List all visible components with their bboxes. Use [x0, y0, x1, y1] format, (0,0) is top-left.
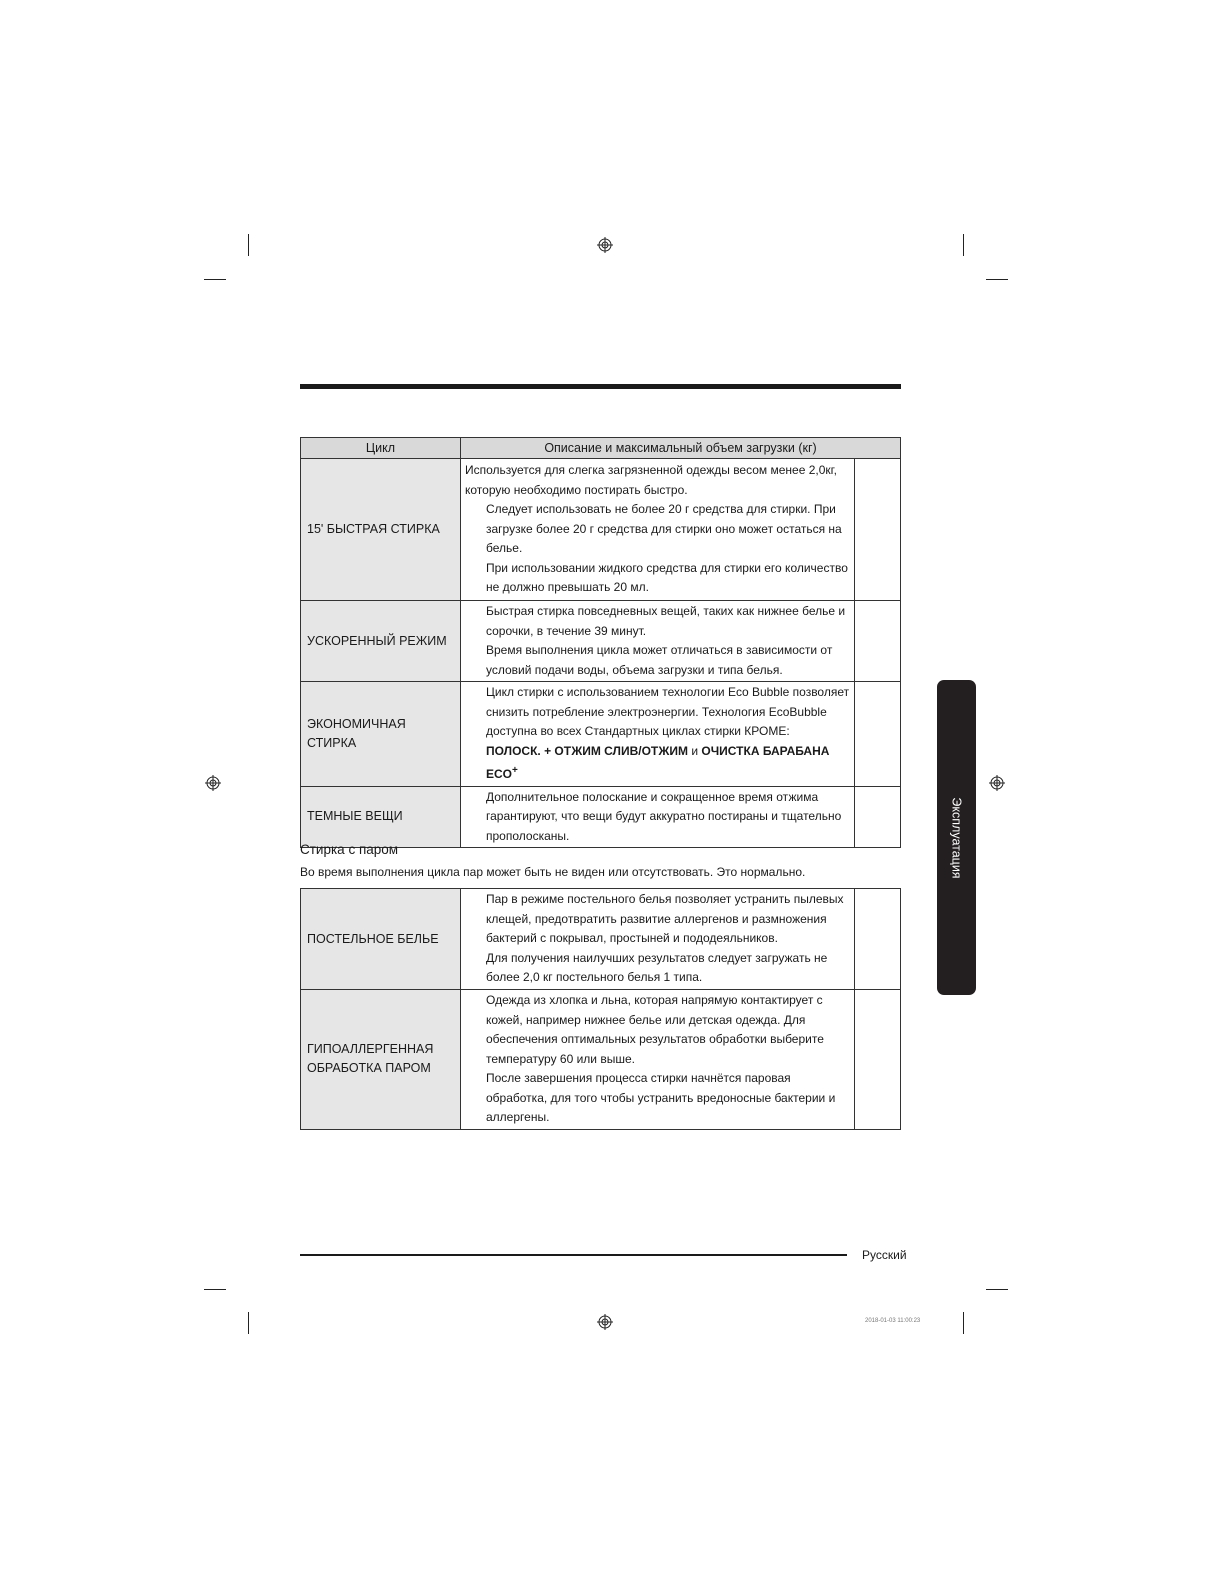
crop-mark — [204, 1289, 226, 1290]
load-cell — [855, 459, 901, 601]
cycle-name: УСКОРЕННЫЙ РЕЖИМ — [301, 601, 461, 682]
steam-cycles-table — [300, 888, 901, 1130]
load-cell — [855, 786, 901, 848]
side-tab-label-wrap — [937, 680, 976, 995]
registration-mark-icon — [989, 775, 1005, 791]
crop-mark — [248, 234, 249, 256]
crop-mark — [986, 279, 1008, 280]
crop-mark — [986, 1289, 1008, 1290]
description-text: Цикл стирки с использованием технологии Eco Bubble позволяет снизить потребление электроэнергии. Технология EcoBubble доступна во всех Стандартных циклах стирки КРОМЕ: — [486, 685, 850, 738]
note-text: При использовании жидкого средства для стирки его количество не должно превышать 20 мл. — [486, 560, 848, 595]
description-text: Используется для слегка загрязненной одежды весом менее 2,0кг, которую необходимо постирать быстро. — [465, 463, 837, 497]
cycle-description — [461, 601, 855, 682]
cycle-name-line: ГИПОАЛЛЕРГЕННАЯ — [307, 1042, 434, 1057]
excluded-cycles-tail: ОЧИСТКА БАРАБАНА ECO — [486, 743, 830, 781]
load-cell — [855, 889, 901, 990]
crop-mark — [963, 1312, 964, 1334]
note-text: После завершения процесса стирки начнётся паровая обработка, для того чтобы устранить вредоносные бактерии и аллергены. — [486, 1071, 836, 1124]
cycle-name: 15' БЫСТРАЯ СТИРКА — [301, 459, 461, 601]
footer-language: Русский — [862, 1248, 907, 1262]
table-row — [301, 786, 901, 848]
registration-mark-icon — [597, 1314, 613, 1330]
cycle-name: ЭКОНОМИЧНАЯ СТИРКА — [301, 682, 461, 787]
note-text: Следует использовать не более 20 г средства для стирки. При загрузке более 20 г средства для стирки оно может остаться на белье. — [486, 502, 842, 556]
cycle-description — [461, 459, 855, 601]
note-text: Пар в режиме постельного белья позволяет устранить пылевых клещей, предотвратить развитие аллергенов и размножения бактерий с покрывал, простыней и пододеяльников. — [486, 892, 844, 946]
table-header-row — [301, 438, 901, 459]
cycle-name: ПОСТЕЛЬНОЕ БЕЛЬЕ — [301, 889, 461, 990]
crop-mark — [204, 279, 226, 280]
section-top-rule — [300, 384, 901, 389]
note-text: Быстрая стирка повседневных вещей, таких как нижнее белье и сорочки, в течение 39 минут. — [486, 604, 846, 638]
cycle-description — [461, 990, 855, 1130]
cycles-table — [300, 437, 901, 848]
cycle-name-line: ОБРАБОТКА ПАРОМ — [307, 1061, 431, 1076]
print-stamp: 2018-01-03 11:00:23 — [865, 1318, 921, 1324]
table-row — [301, 601, 901, 682]
side-tab-label: Эксплуатация — [949, 796, 964, 879]
load-cell — [855, 601, 901, 682]
table-row — [301, 459, 901, 601]
cycle-name: ТЕМНЫЕ ВЕЩИ — [301, 786, 461, 848]
load-cell — [855, 682, 901, 787]
cycle-description — [461, 786, 855, 848]
note-text: Дополнительное полоскание и сокращенное время отжима гарантируют, что вещи будут аккуратно постираны и тщательно прополосканы. — [486, 789, 842, 843]
section-title: Стирка с паром — [300, 842, 399, 857]
excluded-cycles — [465, 742, 850, 785]
cycle-description — [461, 682, 855, 787]
note-text: Для получения наилучших результатов следует загружать не более 2,0 кг постельного белья 1 типа. — [486, 950, 828, 985]
crop-mark — [963, 234, 964, 256]
table-row — [301, 889, 901, 990]
crop-mark — [248, 1312, 249, 1334]
note-text: Одежда из хлопка и льна, которая напрямую контактирует с кожей, например нижнее белье или детская одежда. Для обеспечения оптимальных результатов обработки выберите температуру 60 или выше. — [486, 993, 824, 1066]
cycle-description — [461, 889, 855, 990]
note-text: Время выполнения цикла может отличаться в зависимости от условий подачи воды, объема загрузки и типа белья. — [486, 643, 833, 677]
header-description: Описание и максимальный объем загрузки (кг) — [461, 438, 901, 459]
header-cycle: Цикл — [301, 438, 461, 459]
excluded-cycles-text: ПОЛОСК. + ОТЖИМ СЛИВ/ОТЖИМ — [486, 743, 689, 758]
section-note: Во время выполнения цикла пар может быть не виден или отсутствовать. Это нормально. — [300, 865, 806, 879]
registration-mark-icon — [205, 775, 221, 791]
table-row — [301, 682, 901, 787]
superscript-plus: + — [512, 765, 518, 776]
conjunction-text: и — [688, 743, 702, 758]
table-row — [301, 990, 901, 1130]
cycle-name — [301, 990, 461, 1130]
load-cell — [855, 990, 901, 1130]
footer-rule — [300, 1254, 847, 1256]
registration-mark-icon — [597, 237, 613, 253]
